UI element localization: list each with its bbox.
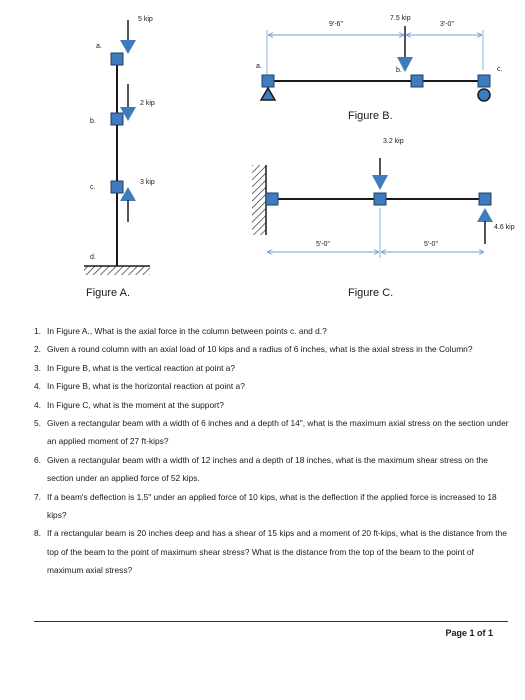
node-c [478,75,490,87]
load-label-2kip: 2 kip [140,100,155,107]
load-label-3kip: 3 kip [140,179,155,186]
node-c [111,181,123,193]
load-arrow-3p2kip [372,158,388,190]
figures-canvas [0,0,525,310]
point-label-b: b. [396,67,402,74]
figure-a-caption: Figure A. [86,287,131,299]
question-item: 4. In Figure B, what is the horizontal reaction at point a? [34,381,245,392]
point-label-a: a. [256,63,262,70]
figure-b-caption: Figure B. [348,110,393,122]
node-a [111,53,123,65]
question-item: 5. Given a rectangular beam with a width of 6 inches and a depth of 14", what is the maximum axial stress on the section under an applied moment of 27 ft-kips? [34,418,509,447]
dim-label-right: 5'-0" [424,241,438,248]
question-item: 1. In Figure A., What is the axial force in the column between points c. and d.? [34,326,327,336]
load-label-4p6kip: 4.6 kip [494,224,515,231]
load-arrow-5kip [120,20,136,54]
node-a [262,75,274,87]
question-item: 3. In Figure B, what is the vertical reaction at point a? [34,362,236,373]
page-number: Page 1 of 1 [445,628,493,638]
question-item: 2. Given a round column with an axial load of 10 kips and a radius of 6 inches, what is the axial stress in the Column? [34,344,473,355]
question-item: 4. In Figure C, what is the moment at the support? [34,399,224,410]
question-item: 6. Given a rectangular beam with a width of 12 inches and a depth of 18 inches, what is the maximum shear stress on the section under an applied force of 52 kips. [34,454,488,484]
dim-label-right: 3'-0" [440,21,454,28]
figure-a [84,20,150,275]
load-label-7p5kip: 7.5 kip [390,15,411,22]
figure-c-caption: Figure C. [348,287,394,299]
dim-label-left: 9'-6" [329,21,343,28]
point-label-d: d. [90,254,96,261]
load-label-3p2kip: 3.2 kip [383,138,404,145]
node-mid [374,193,386,205]
point-label-c: c. [90,184,96,191]
figure-c [252,158,493,258]
node-b [111,113,123,125]
roller-support [478,89,490,101]
wall-hatch [252,165,266,235]
node-end [479,193,491,205]
node-support [266,193,278,205]
figure-b [261,26,490,101]
load-arrow-4p6kip [477,208,493,244]
load-label-5kip: 5 kip [138,16,153,23]
point-label-c: c. [497,66,503,73]
footer-divider [34,621,508,622]
question-item: 7. If a beam's deflection is 1.5" under an applied force of 10 kips, what is the deflection if the applied force is increased to 18 kips? [34,491,497,521]
node-b [411,75,423,87]
question-list [34,322,509,580]
ground-hatch [84,266,150,275]
point-label-a: a. [96,43,102,50]
question-item: 8. If a rectangular beam is 20 inches deep and has a shear of 15 kips and a moment of 20 ft-kips, what is the distance from the top of the beam to the point of maximum shear stress? What is the distance from the top of the beam to the point of maximum axial stress? [34,528,507,576]
pin-support [261,88,275,100]
dim-label-left: 5'-0" [316,241,330,248]
load-arrow-7p5kip [397,26,413,72]
point-label-b: b. [90,118,96,125]
